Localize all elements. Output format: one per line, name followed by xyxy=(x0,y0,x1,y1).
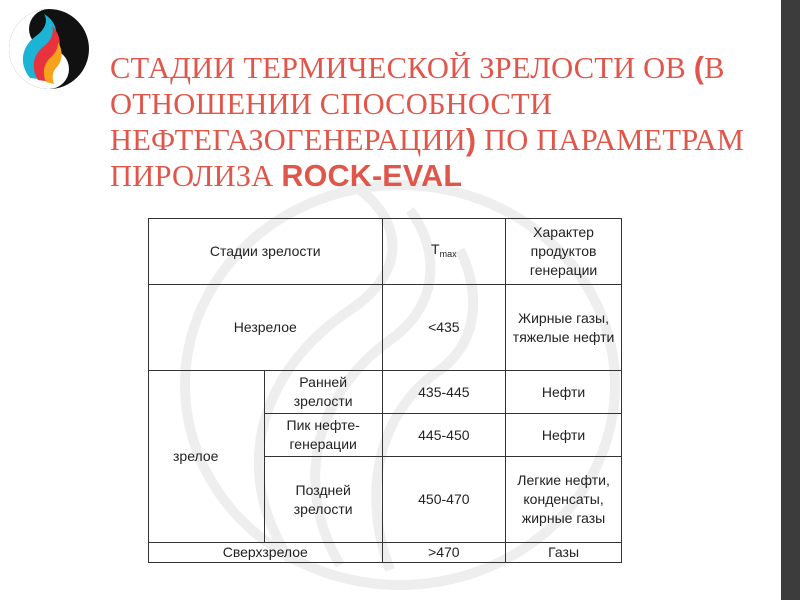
logo-flame-icon xyxy=(8,8,90,90)
overmature-stage: Сверхзрелое xyxy=(149,543,383,563)
title-paren-open: ( xyxy=(693,51,705,85)
mature-stage: зрелое xyxy=(149,371,265,543)
table-row-overmature xyxy=(149,543,622,563)
overmature-tmax: >470 xyxy=(382,543,506,563)
title-mid: В ОТНОШЕНИИ СПОСОБНОСТИ НЕФТЕГАЗОГЕНЕРАЦИИ xyxy=(110,51,725,157)
peak-generation-products: Нефти xyxy=(506,414,622,457)
header-tmax-sub: max xyxy=(439,248,457,259)
header-tmax xyxy=(382,219,506,285)
table-header-row xyxy=(149,219,622,285)
title-main: СТАДИИ ТЕРМИЧЕСКОЙ ЗРЕЛОСТИ ОВ xyxy=(110,51,694,85)
immature-products: Жирные газы, тяжелые нефти xyxy=(506,285,622,371)
overmature-products: Газы xyxy=(506,543,622,563)
title-rock-eval: ROCK-EVAL xyxy=(281,159,463,193)
late-maturity-name: Поздней зрелости xyxy=(264,457,382,543)
late-maturity-products: Легкие нефти, конденсаты, жирные газы xyxy=(506,457,622,543)
peak-generation-tmax: 445-450 xyxy=(382,414,506,457)
early-maturity-tmax: 435-445 xyxy=(382,371,506,414)
right-edge-bar xyxy=(781,0,800,600)
early-maturity-products: Нефти xyxy=(506,371,622,414)
table-row-immature xyxy=(149,285,622,371)
header-products: Характер продуктов генерации xyxy=(506,219,622,285)
title-end: ПО ПАРАМЕТРАМ ПИРОЛИЗА xyxy=(110,123,745,193)
header-tmax-main: T xyxy=(431,240,440,257)
title-paren-close: ) xyxy=(465,123,477,157)
early-maturity-name: Ранней зрелости xyxy=(264,371,382,414)
late-maturity-tmax: 450-470 xyxy=(382,457,506,543)
maturity-table xyxy=(148,218,622,563)
peak-generation-name: Пик нефте-генерации xyxy=(264,414,382,457)
immature-tmax: <435 xyxy=(382,285,506,371)
slide-title xyxy=(110,50,770,194)
header-stage: Стадии зрелости xyxy=(149,219,383,285)
immature-stage: Незрелое xyxy=(149,285,383,371)
table-row-early-maturity xyxy=(149,371,622,414)
